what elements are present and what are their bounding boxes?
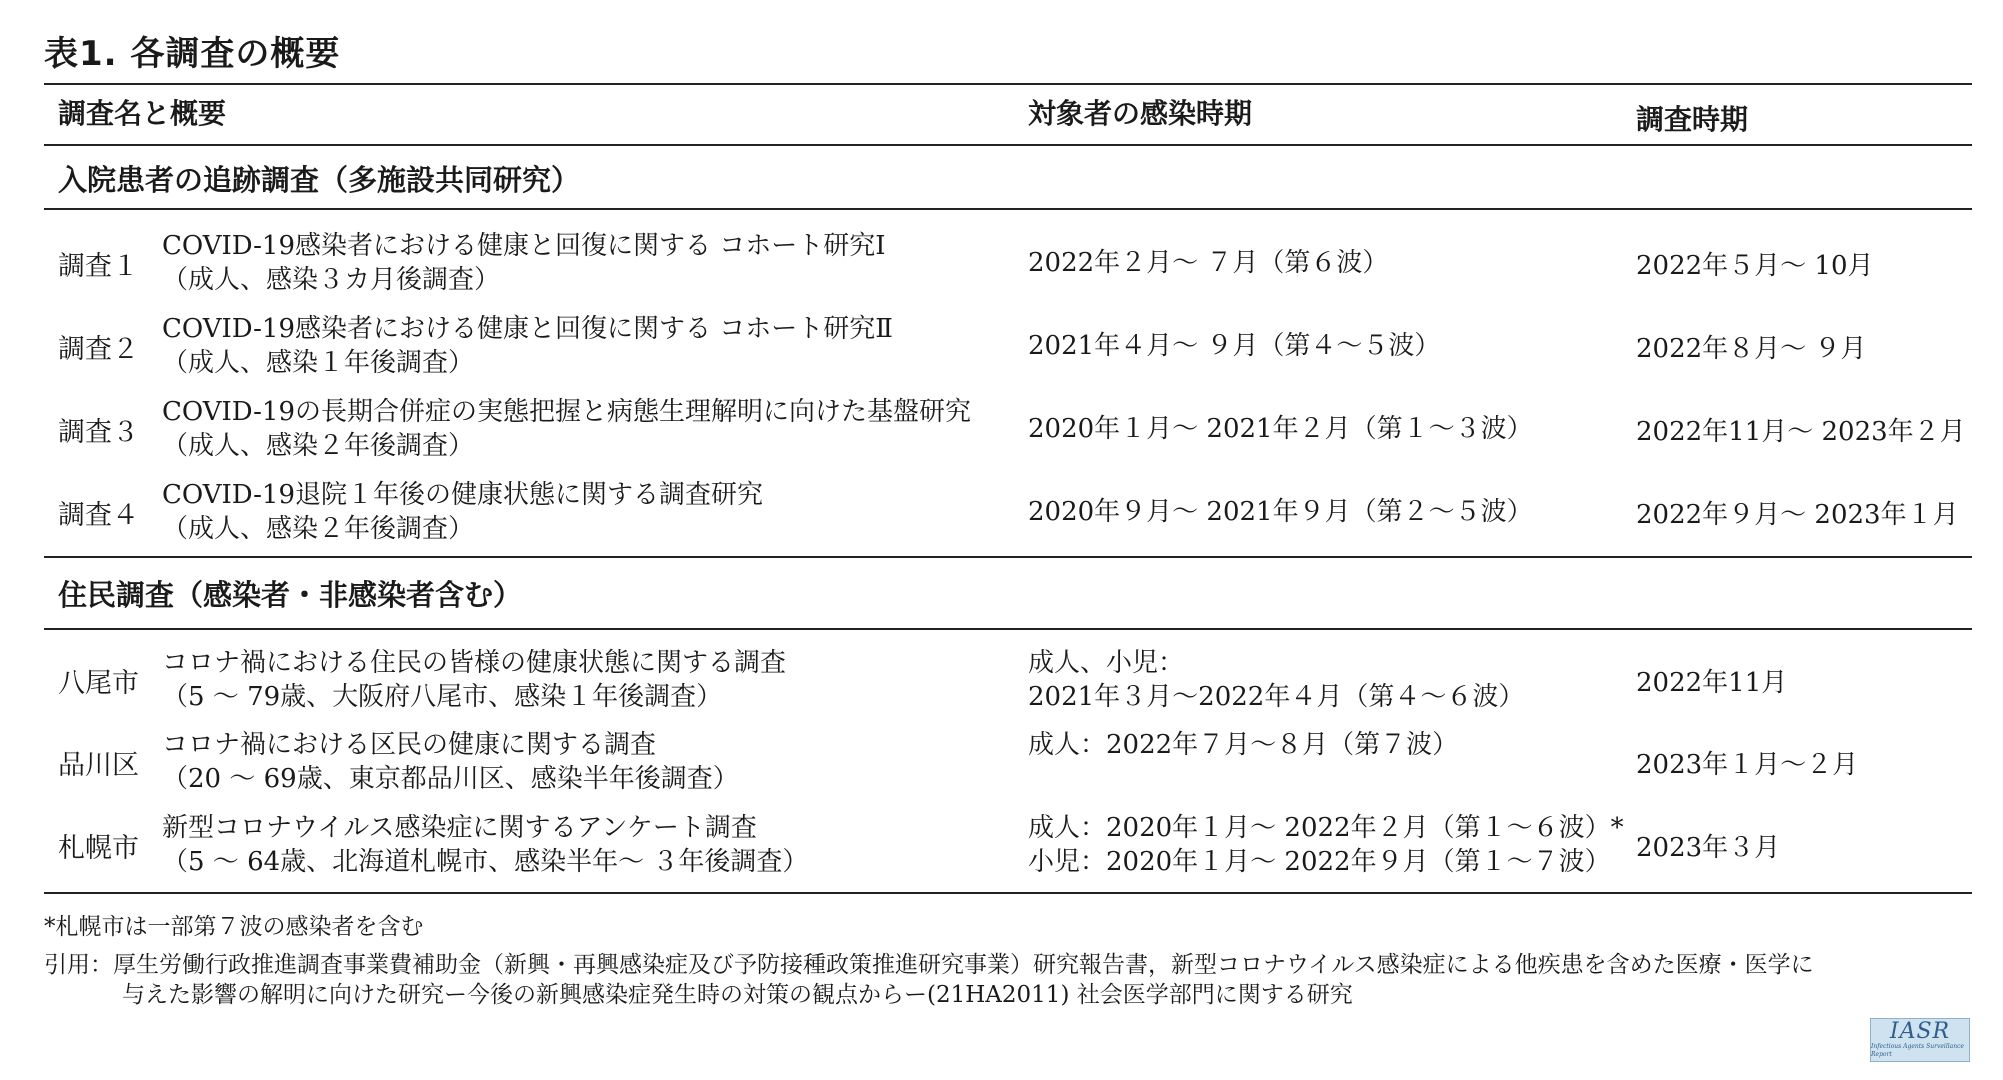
survey-name-line: COVID-19退院１年後の健康状態に関する調査研究 <box>162 480 763 510</box>
row-label: 調査２ <box>58 333 139 365</box>
survey-name <box>162 472 763 552</box>
infection-period <box>1028 472 1533 552</box>
row-label: 品川区 <box>58 749 139 781</box>
section-heading-inpatient: 入院患者の追跡調査（多施設共同研究） <box>58 163 581 197</box>
row-label: 札幌市 <box>58 832 139 864</box>
survey-name-line: （5 ～ 79歳、大阪府八尾市、感染１年後調査） <box>162 682 723 712</box>
survey-name-line: コロナ禍における区民の健康に関する調査 <box>162 730 657 760</box>
row-label: 調査１ <box>58 250 139 282</box>
survey-period: 2023年１月～２月 <box>1636 749 1859 780</box>
table-bottom-rule <box>44 892 1972 894</box>
infection-period <box>1028 223 1388 303</box>
survey-name-line: COVID-19感染者における健康と回復に関する コホート研究Ⅱ <box>162 314 893 344</box>
survey-period: 2022年11月～ 2023年２月 <box>1636 416 1966 447</box>
survey-name-line: COVID-19の長期合併症の実態把握と病態生理解明に向けた基盤研究 <box>162 397 971 427</box>
section-rule-residents <box>44 628 1972 630</box>
iasr-logo <box>1870 1018 1970 1062</box>
table-top-rule <box>44 83 1972 85</box>
table-row <box>0 223 2003 303</box>
infection-period-line: 小児：2020年１月～ 2022年９月（第１～７波） <box>1028 847 1611 877</box>
citation-line: 与えた影響の解明に向けた研究ー今後の新興感染症発生時の対策の観点からー(21HA2011) 社会医学部門に関する研究 <box>122 982 1353 1008</box>
header-rule <box>44 144 1972 146</box>
table-row <box>0 722 2003 802</box>
section-divider <box>44 556 1972 558</box>
table-title: 表1. 各調査の概要 <box>44 34 341 74</box>
survey-name-line: （成人、感染１年後調査） <box>162 348 475 378</box>
infection-period-line: 2021年４月～ ９月（第４～５波） <box>1028 331 1441 361</box>
section-heading-residents: 住民調査（感染者・非感染者含む） <box>58 578 523 612</box>
infection-period-line: 2020年１月～ 2021年２月（第１～３波） <box>1028 414 1533 444</box>
row-label: 八尾市 <box>58 667 139 699</box>
infection-period-line: 2021年３月～2022年４月（第４～６波） <box>1028 682 1525 712</box>
survey-name-line: （成人、感染３カ月後調査） <box>162 265 501 295</box>
survey-period: 2022年９月～ 2023年１月 <box>1636 499 1959 530</box>
infection-period-line: 成人、小児： <box>1028 648 1185 678</box>
survey-name-line: 新型コロナウイルス感染症に関するアンケート調査 <box>162 813 757 843</box>
infection-period <box>1028 722 1458 802</box>
survey-period: 2022年８月～ ９月 <box>1636 333 1867 364</box>
infection-period <box>1028 306 1440 386</box>
section-rule-inpatient <box>44 208 1972 210</box>
survey-name-line: （成人、感染２年後調査） <box>162 431 475 461</box>
survey-name <box>162 306 893 386</box>
logo-main-text: IASR <box>1889 1019 1951 1044</box>
infection-period <box>1028 389 1533 469</box>
row-label: 調査３ <box>58 416 139 448</box>
infection-period <box>1028 805 1624 885</box>
survey-name-line: コロナ禍における住民の皆様の健康状態に関する調査 <box>162 648 787 678</box>
table-row <box>0 472 2003 552</box>
column-header-period: 対象者の感染時期 <box>1028 97 1253 130</box>
survey-name <box>162 805 808 885</box>
survey-name <box>162 722 739 802</box>
column-header-survey: 調査時期 <box>1636 103 1749 136</box>
table-row <box>0 640 2003 720</box>
infection-period-line: 2022年２月～ ７月（第６波） <box>1028 248 1389 278</box>
infection-period <box>1028 640 1524 720</box>
table-row <box>0 306 2003 386</box>
survey-name-line: COVID-19感染者における健康と回復に関する コホート研究Ⅰ <box>162 231 886 261</box>
survey-period: 2022年５月～ 10月 <box>1636 250 1874 281</box>
infection-period-line: 成人：2022年７月～８月（第７波） <box>1028 730 1459 760</box>
survey-name-line: （成人、感染２年後調査） <box>162 514 475 544</box>
column-header-name: 調査名と概要 <box>58 97 227 130</box>
infection-period-line: 成人：2020年１月～ 2022年２月（第１～６波）* <box>1028 813 1624 843</box>
table-row <box>0 389 2003 469</box>
row-label: 調査４ <box>58 499 139 531</box>
survey-period: 2022年11月 <box>1636 667 1788 698</box>
table-row <box>0 805 2003 885</box>
citation-line: 引用：厚生労働行政推進調査事業費補助金（新興・再興感染症及び予防接種政策推進研究事業）研究報告書，新型コロナウイルス感染症による他疾患を含めた医療・医学に <box>44 952 1814 978</box>
survey-name-line: （5 ～ 64歳、北海道札幌市、感染半年～ ３年後調査） <box>162 847 809 877</box>
logo-sub-text: Infectious Agents Surveillance Report <box>1871 1043 1965 1058</box>
survey-period: 2023年３月 <box>1636 832 1781 863</box>
survey-name <box>162 223 886 303</box>
survey-name <box>162 389 971 469</box>
survey-name <box>162 640 786 720</box>
survey-name-line: （20 ～ 69歳、東京都品川区、感染半年後調査） <box>162 764 739 794</box>
infection-period-line: 2020年９月～ 2021年９月（第２～５波） <box>1028 497 1533 527</box>
footnote: *札幌市は一部第７波の感染者を含む <box>44 914 424 940</box>
